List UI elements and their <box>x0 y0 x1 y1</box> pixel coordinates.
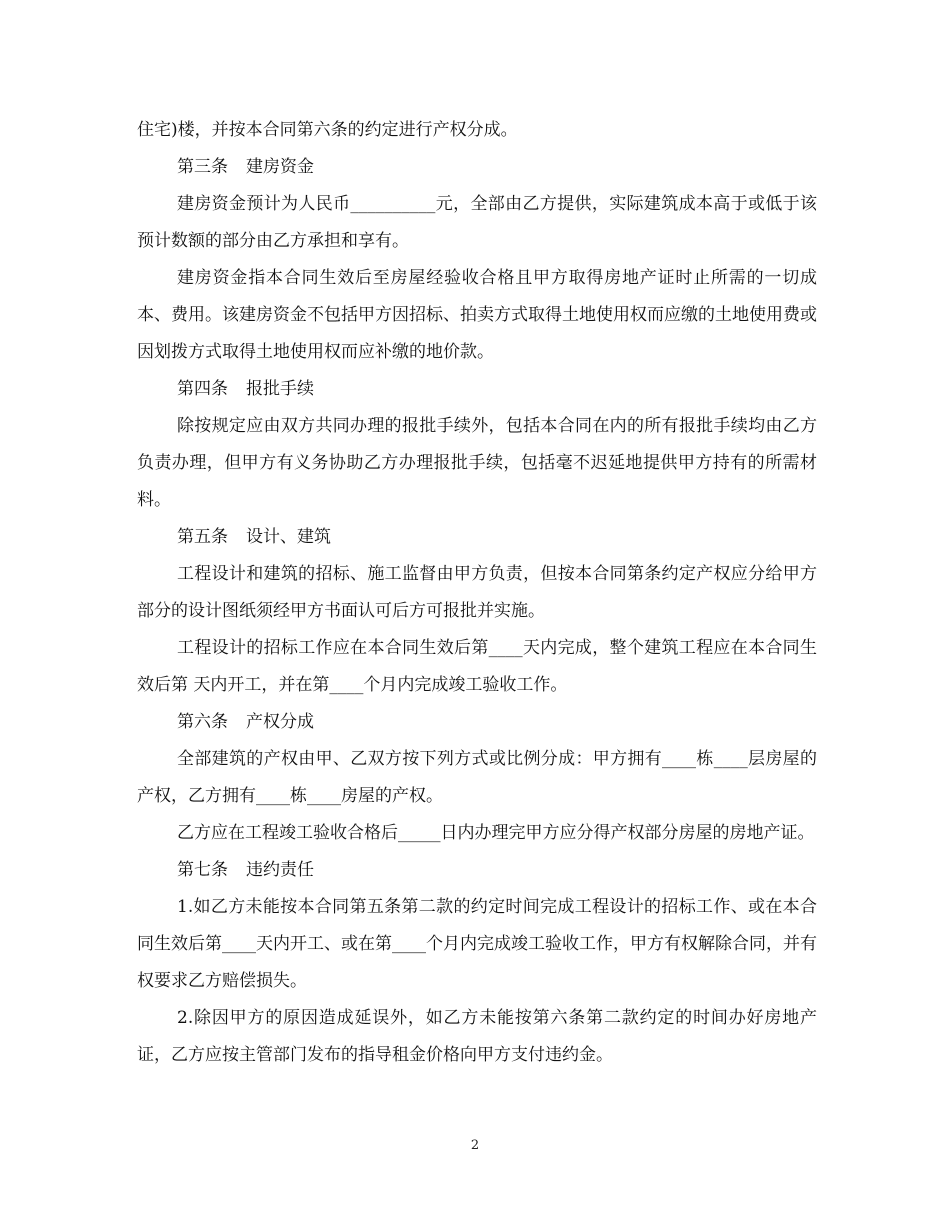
paragraph: 住宅)楼，并按本合同第六条的约定进行产权分成。 <box>137 120 518 140</box>
article-number: 第四条 <box>177 379 228 399</box>
paragraph: 除按规定应由双方共同办理的报批手续外，包括本合同在内的所有报批手续均由乙方负责办理，但甲方有义务协助乙方办理报批手续，包括毫不迟延地提供甲方持有的所需材料。 <box>137 416 817 510</box>
article-number: 第五条 <box>177 527 228 547</box>
article-heading-6 <box>137 704 817 741</box>
paragraph: 工程设计和建筑的招标、施工监督由甲方负责，但按本合同第条约定产权应分给甲方部分的设计图纸须经甲方书面认可后方可报批并实施。 <box>137 564 817 621</box>
article-heading-3 <box>137 149 817 186</box>
article-title: 违约责任 <box>246 860 314 880</box>
paragraph: 建房资金预计为人民币__________元，全部由乙方提供，实际建筑成本高于或低于该预计数额的部分由乙方承担和享有。 <box>137 194 817 251</box>
article-number: 第七条 <box>177 860 228 880</box>
article-title: 建房资金 <box>246 157 314 177</box>
paragraph: 2.除因甲方的原因造成延误外，如乙方未能按第六条第二款约定的时间办好房地产证，乙方应按主管部门发布的指导租金价格向甲方支付违约金。 <box>137 1008 817 1065</box>
article-title: 产权分成 <box>246 712 314 732</box>
article-heading-7 <box>137 852 817 889</box>
paragraph: 全部建筑的产权由甲、乙双方按下列方式或比例分成：甲方拥有____栋____层房屋的产权，乙方拥有____栋____房屋的产权。 <box>137 749 817 806</box>
article-title: 报批手续 <box>246 379 314 399</box>
article-number: 第三条 <box>177 157 228 177</box>
paragraph: 1.如乙方未能按本合同第五条第二款的约定时间完成工程设计的招标工作、或在本合同生效后第____天内开工、或在第____个月内完成竣工验收工作，甲方有权解除合同，并有权要求乙方赔偿损失。 <box>137 897 817 991</box>
paragraph: 乙方应在工程竣工验收合格后_____日内办理完甲方应分得产权部分房屋的房地产证。 <box>177 823 815 843</box>
paragraph: 建房资金指本合同生效后至房屋经验收合格且甲方取得房地产证时止所需的一切成本、费用。该建房资金不包括甲方因招标、拍卖方式取得土地使用权而应缴的土地使用费或因划拨方式取得土地使用权而应补缴的地价款。 <box>137 268 817 362</box>
paragraph: 工程设计的招标工作应在本合同生效后第____天内完成，整个建筑工程应在本合同生效后第 天内开工，并在第____个月内完成竣工验收工作。 <box>137 638 817 695</box>
article-heading-4 <box>137 371 817 408</box>
article-title: 设计、建筑 <box>246 527 331 547</box>
article-heading-5 <box>137 519 817 556</box>
document-body <box>137 112 817 1074</box>
article-number: 第六条 <box>177 712 228 732</box>
page-number: 2 <box>470 1138 480 1153</box>
